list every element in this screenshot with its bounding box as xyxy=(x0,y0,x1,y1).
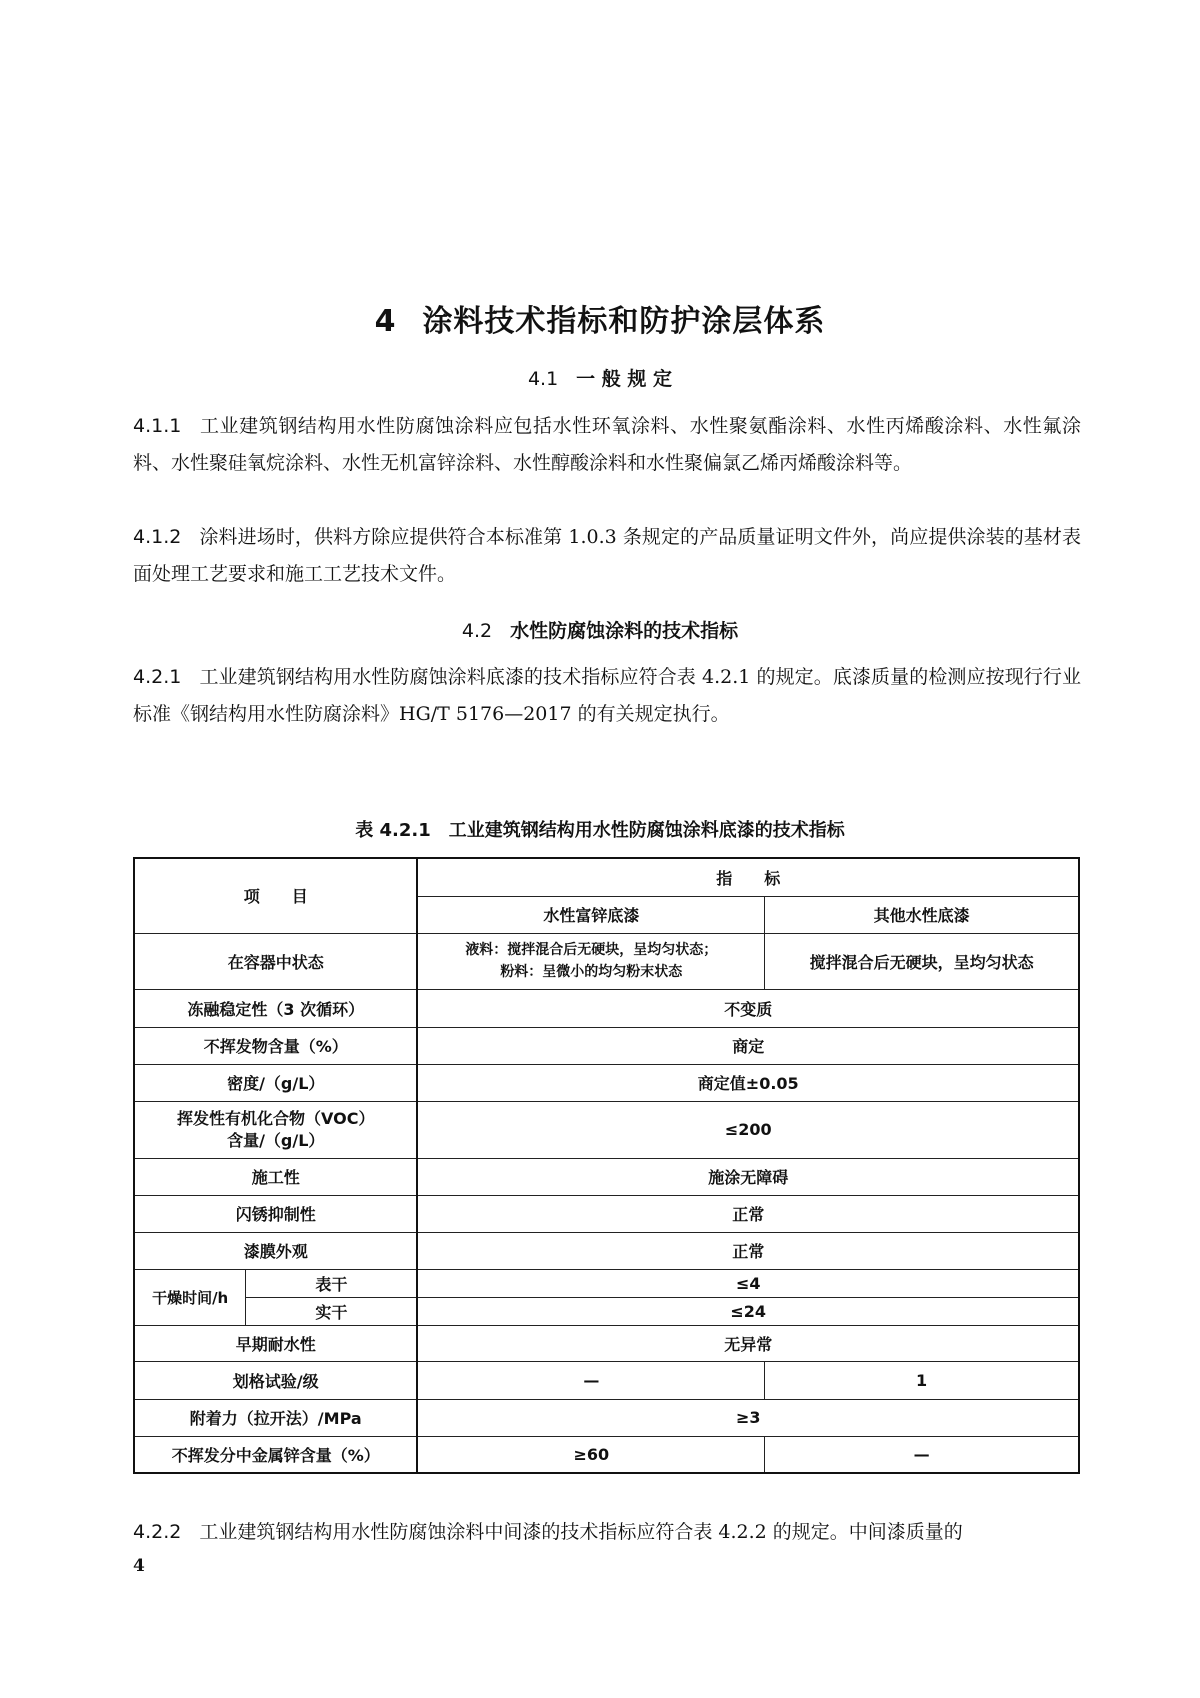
value-line: 液料：搅拌混合后无硬块，呈均匀状态； xyxy=(465,942,718,958)
row-value: ≤4 xyxy=(417,1269,1079,1297)
section-number: 4.1 xyxy=(527,368,559,390)
chapter-title xyxy=(0,296,1200,340)
table-row xyxy=(134,1232,1079,1269)
header-col-a: 水性富锌底漆 xyxy=(417,896,764,933)
row-value-a xyxy=(417,933,764,989)
row-value: 商定值±0.05 xyxy=(417,1064,1079,1101)
clause-text: 涂料进场时，供料方除应提供符合本标准第 1.0.3 条规定的产品质量证明文件外，尚应提供涂装的基材表面处理工艺要求和施工工艺技术文件。 xyxy=(133,526,1081,585)
label-line: 挥发性有机化合物（VOC） xyxy=(177,1108,375,1128)
table-row xyxy=(134,1064,1079,1101)
table-row xyxy=(134,1399,1079,1436)
clause-number: 4.1.1 xyxy=(133,415,182,437)
chapter-number: 4 xyxy=(374,304,397,339)
clause-number: 4.2.1 xyxy=(133,666,182,688)
table-row xyxy=(134,1269,1079,1297)
row-value: 施涂无障碍 xyxy=(417,1158,1079,1195)
clause-text: 工业建筑钢结构用水性防腐蚀涂料中间漆的技术指标应符合表 4.2.2 的规定。中间漆质量的 xyxy=(199,1521,963,1543)
row-value: ≥3 xyxy=(417,1399,1079,1436)
table-row xyxy=(134,989,1079,1027)
table-caption xyxy=(0,816,1200,842)
table-row xyxy=(134,1325,1079,1361)
table-row xyxy=(134,1297,1079,1325)
clause-text: 工业建筑钢结构用水性防腐蚀涂料底漆的技术指标应符合表 4.2.1 的规定。底漆质量的检测应按现行行业标准《钢结构用水性防腐涂料》HG/T 5176—2017 的有关规定执行。 xyxy=(133,666,1081,725)
sub-label: 实干 xyxy=(246,1297,418,1325)
table-header-row xyxy=(134,858,1079,896)
row-label xyxy=(134,1101,417,1158)
section-title-4-2 xyxy=(0,616,1200,643)
section-title-4-1 xyxy=(0,364,1200,391)
row-value: 商定 xyxy=(417,1027,1079,1064)
row-label: 附着力（拉开法）/MPa xyxy=(134,1399,417,1436)
clause-4-2-1 xyxy=(133,659,1081,733)
table-row xyxy=(134,1158,1079,1195)
row-label: 冻融稳定性（3 次循环） xyxy=(134,989,417,1027)
row-label: 划格试验/级 xyxy=(134,1361,417,1399)
value-line: 粉料：呈微小的均匀粉末状态 xyxy=(500,964,683,980)
section-number: 4.2 xyxy=(461,620,493,642)
row-value-b: 搅拌混合后无硬块，呈均匀状态 xyxy=(765,933,1079,989)
row-value: 正常 xyxy=(417,1195,1079,1232)
table-caption-title: 工业建筑钢结构用水性防腐蚀涂料底漆的技术指标 xyxy=(448,820,845,841)
row-value: ≤200 xyxy=(417,1101,1079,1158)
chapter-title-text: 涂料技术指标和防护涂层体系 xyxy=(422,304,826,339)
table-row xyxy=(134,1027,1079,1064)
clause-number: 4.1.2 xyxy=(133,526,182,548)
row-value: 正常 xyxy=(417,1232,1079,1269)
row-label: 不挥发分中金属锌含量（%） xyxy=(134,1436,417,1473)
row-label: 密度/（g/L） xyxy=(134,1064,417,1101)
table-caption-number: 表 4.2.1 xyxy=(355,820,431,841)
row-value-b: 1 xyxy=(765,1361,1079,1399)
row-label: 施工性 xyxy=(134,1158,417,1195)
page-number: 4 xyxy=(133,1556,145,1576)
row-label: 干燥时间/h xyxy=(134,1269,246,1325)
table-row xyxy=(134,1195,1079,1232)
header-indicator: 指 标 xyxy=(417,858,1079,896)
row-label: 在容器中状态 xyxy=(134,933,417,989)
row-value-a: — xyxy=(417,1361,764,1399)
row-label: 闪锈抑制性 xyxy=(134,1195,417,1232)
clause-4-1-1 xyxy=(133,408,1081,482)
section-title-text: 一 般 规 定 xyxy=(576,368,673,390)
clause-4-1-2 xyxy=(133,519,1081,593)
table-row xyxy=(134,1101,1079,1158)
clause-number: 4.2.2 xyxy=(133,1521,182,1543)
row-label: 不挥发物含量（%） xyxy=(134,1027,417,1064)
row-label: 漆膜外观 xyxy=(134,1232,417,1269)
table-row xyxy=(134,1361,1079,1399)
clause-4-2-2 xyxy=(133,1514,1081,1551)
table-row xyxy=(134,1436,1079,1473)
section-title-text: 水性防腐蚀涂料的技术指标 xyxy=(510,620,739,642)
clause-text: 工业建筑钢结构用水性防腐蚀涂料应包括水性环氧涂料、水性聚氨酯涂料、水性丙烯酸涂料、水性氟涂料、水性聚硅氧烷涂料、水性无机富锌涂料、水性醇酸涂料和水性聚偏氯乙烯丙烯酸涂料等。 xyxy=(133,415,1081,474)
sub-label: 表干 xyxy=(246,1269,418,1297)
header-item: 项 目 xyxy=(134,858,417,933)
row-label: 早期耐水性 xyxy=(134,1325,417,1361)
label-line: 含量/（g/L） xyxy=(227,1130,325,1150)
header-col-b: 其他水性底漆 xyxy=(765,896,1079,933)
table-row xyxy=(134,933,1079,989)
row-value-a: ≥60 xyxy=(417,1436,764,1473)
row-value: 不变质 xyxy=(417,989,1079,1027)
row-value: 无异常 xyxy=(417,1325,1079,1361)
row-value-b: — xyxy=(765,1436,1079,1473)
row-value: ≤24 xyxy=(417,1297,1079,1325)
spec-table xyxy=(133,857,1080,1474)
